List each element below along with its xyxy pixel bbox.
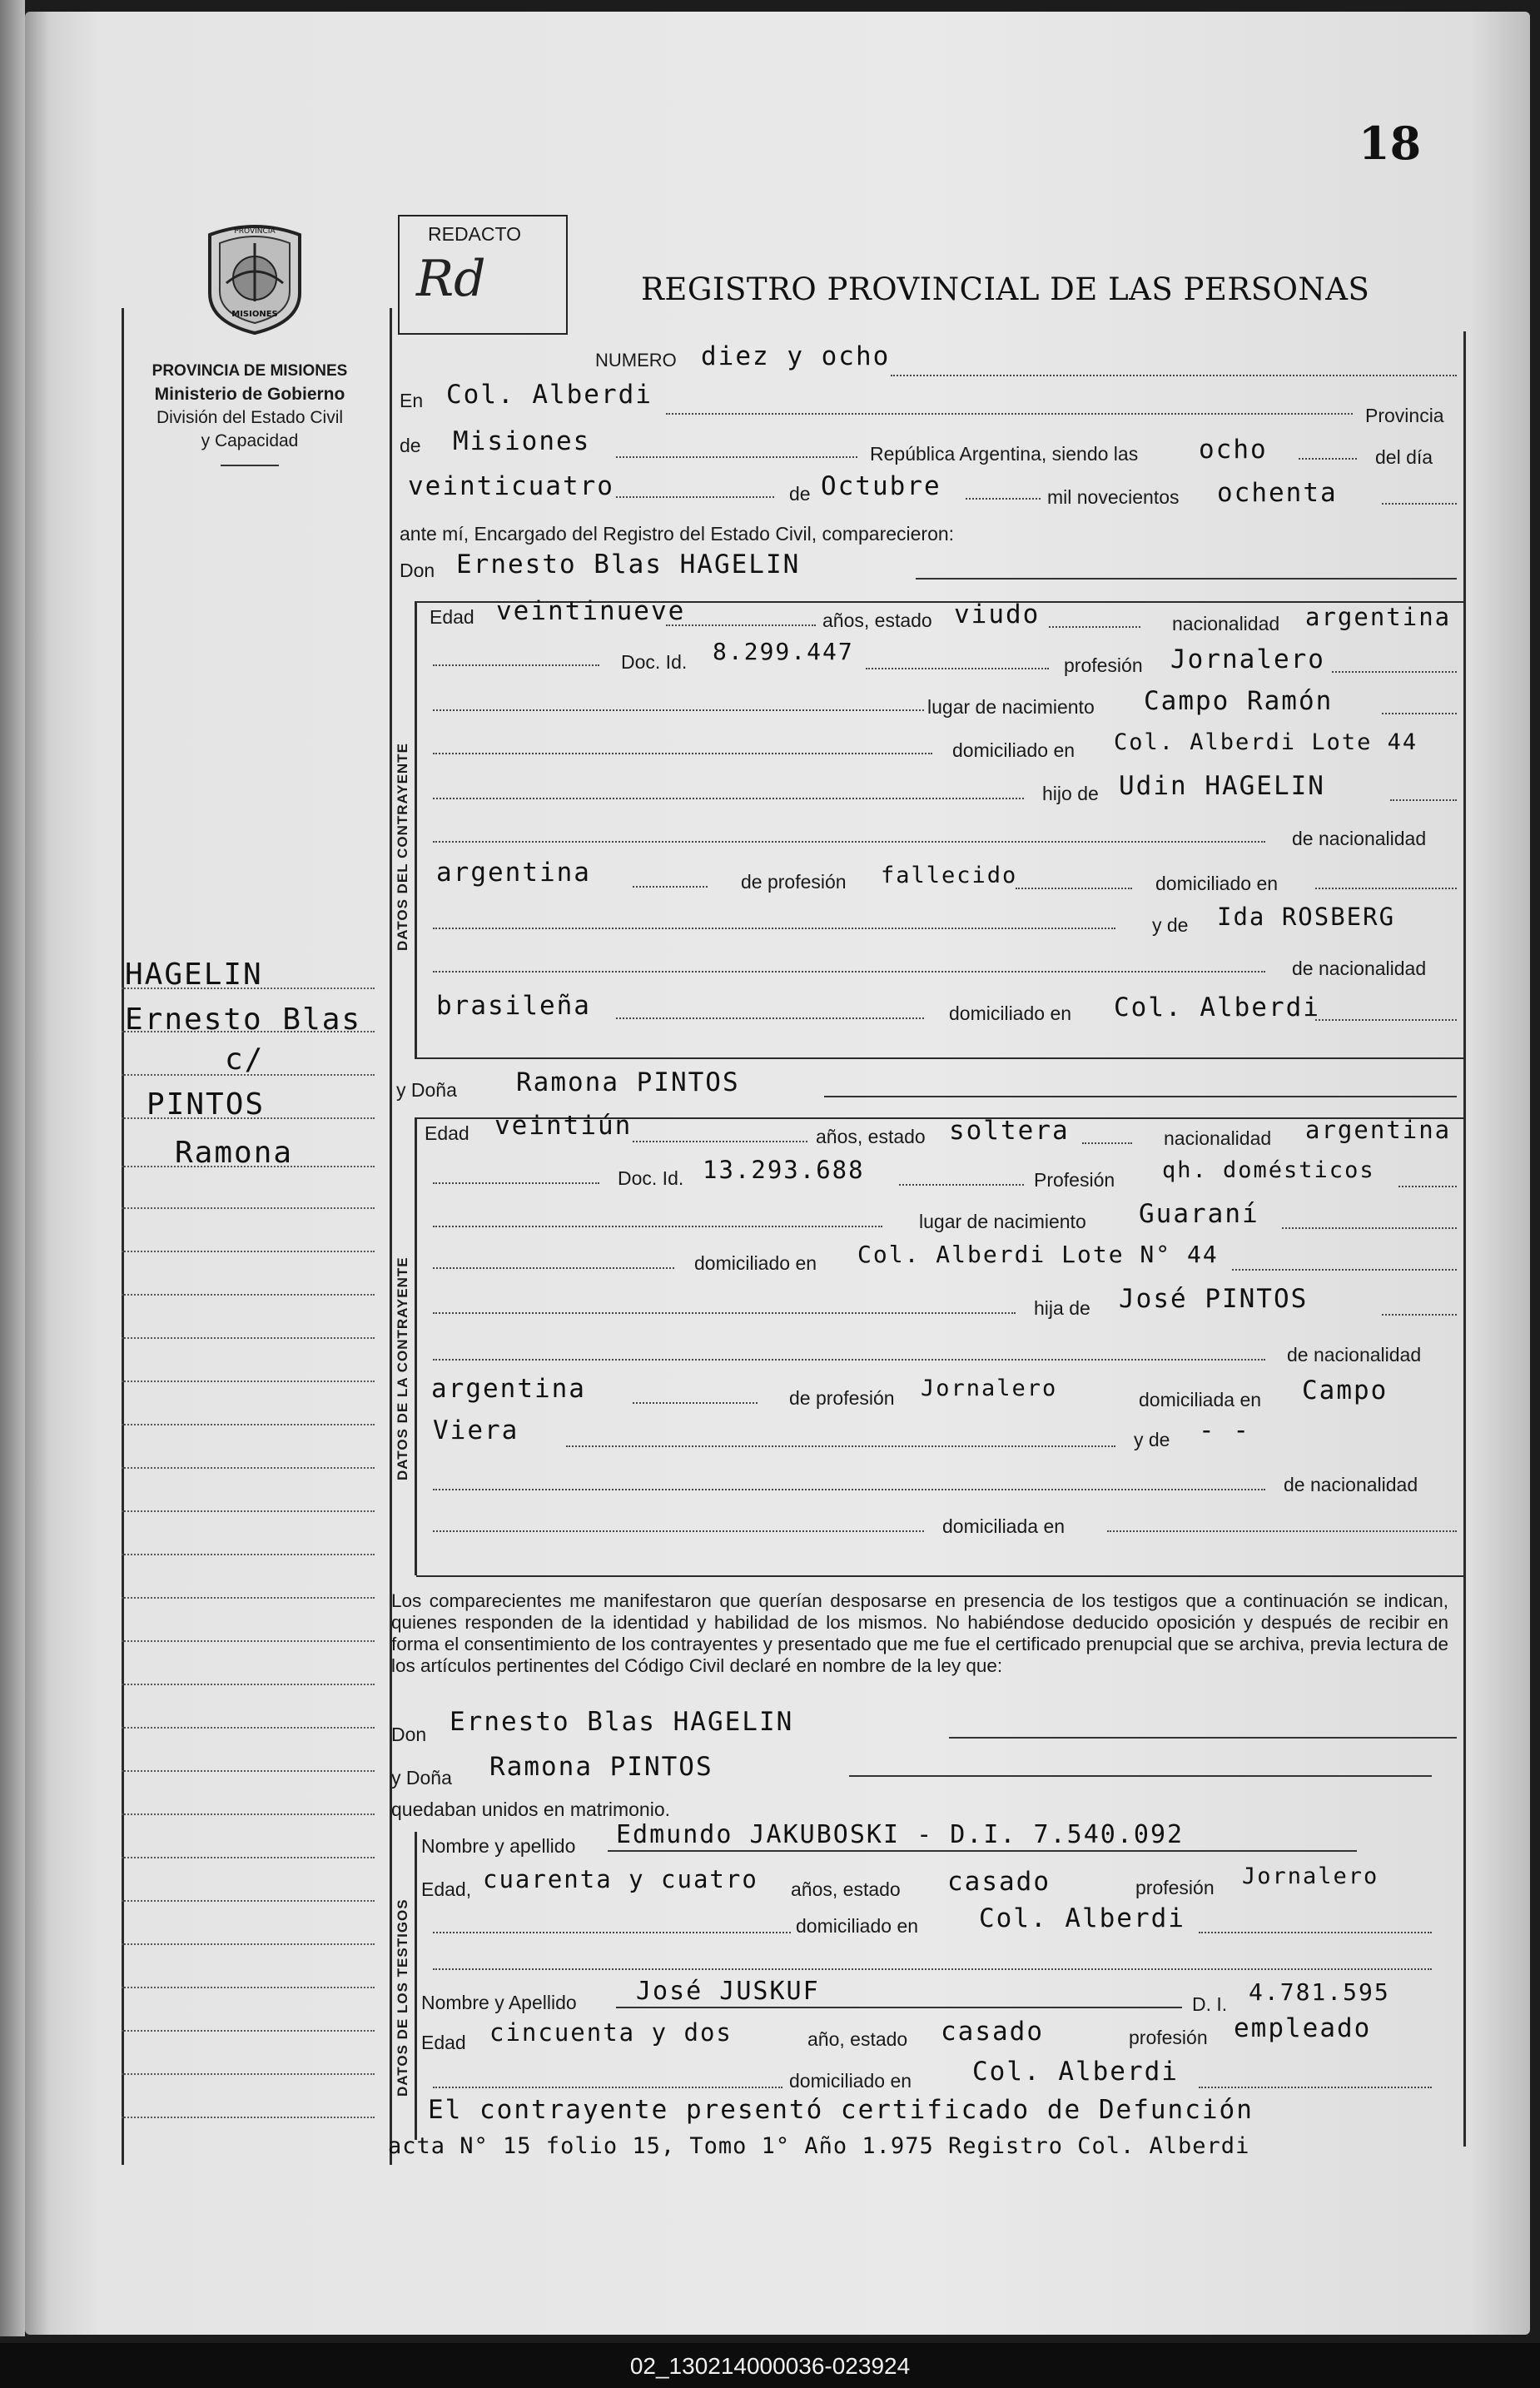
groom-padre-line	[1390, 799, 1457, 801]
bride-padre-value: José PINTOS	[1119, 1284, 1309, 1314]
witness1-prof-value: Jornalero	[1242, 1863, 1379, 1889]
margin-rule-line	[122, 1987, 375, 1988]
bride-doc-prefix-line	[433, 1182, 599, 1184]
province-seal-icon	[201, 218, 308, 335]
bride-dom-label: domiciliado en	[694, 1252, 817, 1274]
bride-prof-label: Profesión	[1034, 1169, 1115, 1191]
groom-padre-dom-label: domiciliado en	[1155, 873, 1279, 894]
republica-label: República Argentina, siendo las	[870, 443, 1139, 465]
witness2-dom-prefix-line	[433, 2087, 782, 2088]
redacto-initials: Rd	[416, 250, 486, 308]
groom-madre-nac-value: brasileña	[436, 991, 591, 1021]
ministry-rule	[221, 465, 279, 466]
anio-line	[1382, 503, 1457, 505]
ministry-line-4: y Capacidad	[201, 431, 299, 450]
groom-lugar-line	[1382, 713, 1457, 714]
dia-line	[616, 496, 774, 498]
groom-padre-value: Udin HAGELIN	[1119, 771, 1325, 801]
bride-padre-prof-value: Jornalero	[921, 1376, 1058, 1401]
groom-madre-dom-line	[1315, 1019, 1457, 1021]
margin-rule-line	[122, 1770, 375, 1772]
don-label: Don	[400, 560, 435, 581]
redacto-label: REDACTO	[428, 223, 522, 245]
union-dona-line	[849, 1775, 1432, 1777]
groom-section-bottom	[416, 1057, 1465, 1059]
groom-madre-value: Ida ROSBERG	[1217, 903, 1396, 931]
groom-lugar-value: Campo Ramón	[1144, 686, 1334, 716]
witness1-prof-label: profesión	[1135, 1877, 1215, 1898]
de-line	[616, 456, 857, 458]
margin-rule-line	[122, 1510, 375, 1512]
witness1-edad-value: cuarenta y cuatro	[483, 1865, 758, 1893]
witness1-extra-line	[433, 1968, 1432, 1970]
groom-doc-prefix-line	[433, 664, 599, 666]
bride-padre-dom2-value: Viera	[433, 1415, 519, 1445]
seal-top-text: PROVINCIA	[234, 227, 276, 236]
bride-madre-nac-prefix-line	[433, 1489, 1265, 1490]
bride-padre-nac-value: argentina	[431, 1374, 586, 1404]
mes-value: Octubre	[821, 471, 941, 501]
margin-rule-line	[122, 2117, 375, 2118]
body-left-border	[390, 308, 392, 2165]
groom-yde-label: y de	[1152, 914, 1189, 936]
margin-rule-line	[122, 1251, 375, 1252]
groom-anios-label: años, estado	[822, 609, 932, 631]
witness2-anio-label: año, estado	[807, 2028, 908, 2050]
witness2-nombre-label: Nombre y Apellido	[421, 1992, 577, 2013]
groom-padre-nac-value: argentina	[436, 858, 591, 888]
groom-madre-nac-label: de nacionalidad	[1292, 958, 1427, 979]
bride-padre-dom-value: Campo	[1302, 1376, 1388, 1405]
bride-madre-nac-label: de nacionalidad	[1284, 1474, 1418, 1495]
bride-yde-prefix-line	[566, 1445, 1115, 1447]
witness1-dom-label: domiciliado en	[796, 1915, 919, 1937]
margin-rule-line	[122, 2030, 375, 2032]
margin-rule-line	[122, 1294, 375, 1296]
witness-section-border	[415, 1832, 417, 2140]
witness2-di-value: 4.781.595	[1249, 1978, 1390, 2006]
body-right-border	[1463, 331, 1466, 2147]
witness-section-label: DATOS DE LOS TESTIGOS	[395, 1898, 410, 2097]
bride-dom-value: Col. Alberdi Lote N° 44	[857, 1241, 1219, 1268]
scan-id-label: 02_130214000036-023924	[629, 2353, 911, 2379]
groom-dom-value: Col. Alberdi Lote 44	[1114, 729, 1418, 755]
witness2-edad-label: Edad	[421, 2032, 466, 2053]
bride-yde-label: y de	[1134, 1429, 1170, 1450]
provincia-label: Provincia	[1365, 405, 1444, 426]
bride-hija-label: hija de	[1034, 1297, 1090, 1319]
groom-edad-value: veintinueve	[496, 596, 686, 626]
witness1-dom-value: Col. Alberdi	[979, 1903, 1185, 1933]
groom-doc-line	[866, 668, 1049, 669]
groom-padre-prof-value: fallecido	[881, 863, 1018, 888]
witness1-nombre-value: Edmundo JAKUBOSKI - D.I. 7.540.092	[616, 1820, 1185, 1849]
groom-madre-dom-label: domiciliado en	[949, 1002, 1072, 1024]
groom-prof-line	[1332, 671, 1457, 673]
bride-padre-dom-label: domiciliada en	[1139, 1389, 1262, 1410]
bride-lugar-prefix-line	[433, 1226, 882, 1227]
witness1-estado-value: casado	[947, 1867, 1051, 1897]
margin-rule-line	[122, 1597, 375, 1599]
seal-bottom-text: MISIONES	[231, 310, 278, 319]
margin-note-given: Ernesto Blas	[125, 1002, 362, 1037]
margin-rule-line	[122, 1381, 375, 1382]
declaration-paragraph: Los comparecientes me manifestaron que querían desposarse en presencia de los testigos que a continuación se indican, quienes responden de la identidad y habilidad de los mismos. No habiéndose deducido oposición y después de recibir en forma el consentimiento de los contrayentes y presentado que me fue el certificado prenupcial que se archiva, previa lectura de los artículos pertinentes del Código Civil declaré en nombre de la ley que:	[391, 1590, 1448, 1676]
mil-label: mil novecientos	[1047, 486, 1180, 508]
margin-note-bride-surname: PINTOS	[147, 1087, 266, 1122]
bride-nac-value: argentina	[1305, 1116, 1452, 1144]
margin-rule-line	[122, 1074, 375, 1076]
register-title: REGISTRO PROVINCIAL DE LAS PERSONAS	[641, 271, 1370, 307]
groom-nac-label: nacionalidad	[1172, 613, 1280, 634]
bride-padre-nac-line	[633, 1402, 758, 1404]
groom-estado-value: viudo	[954, 599, 1041, 629]
margin-rule-line	[122, 1813, 375, 1815]
mes-line	[966, 498, 1041, 500]
union-don-line	[949, 1737, 1457, 1739]
bride-section-border	[415, 1117, 417, 1575]
groom-lugar-prefix-line	[433, 709, 924, 711]
bride-estado-value: soltera	[949, 1116, 1070, 1146]
quedaban-label: quedaban unidos en matrimonio.	[391, 1798, 671, 1820]
margin-rule-line	[122, 1207, 375, 1209]
hora-line	[1299, 458, 1357, 460]
margin-rule-line	[122, 1031, 375, 1032]
ministry-block	[117, 360, 383, 466]
margin-rule-line	[122, 1727, 375, 1729]
bride-hija-prefix-line	[433, 1312, 1016, 1314]
witness2-prof-label: profesión	[1129, 2027, 1208, 2048]
ministry-line-2: Ministerio de Gobierno	[154, 385, 345, 404]
margin-rule-line	[122, 988, 375, 989]
bride-name-line	[824, 1096, 1457, 1097]
margin-rule-line	[122, 1117, 375, 1119]
groom-edad-label: Edad	[430, 606, 474, 628]
bride-dom-line	[1232, 1269, 1457, 1271]
margin-rule-line	[122, 1554, 375, 1555]
bride-madre-dom-line	[1107, 1530, 1457, 1532]
bride-section-bottom	[416, 1575, 1465, 1577]
margin-rule-line	[122, 1424, 375, 1425]
bride-madre-dom-prefix-line	[433, 1530, 924, 1532]
page-number: 18	[1359, 117, 1422, 170]
bride-lugar-value: Guaraní	[1139, 1199, 1259, 1229]
groom-estado-line	[1049, 626, 1140, 628]
bride-prof-value: qh. domésticos	[1162, 1157, 1375, 1183]
witness1-dom-line	[1199, 1932, 1432, 1933]
dia-value: veinticuatro	[408, 471, 614, 501]
del-dia-label: del día	[1375, 446, 1433, 468]
bride-padre-nac-label: de nacionalidad	[1287, 1344, 1422, 1366]
bride-madre-value: - -	[1199, 1415, 1250, 1445]
bride-padre-prof-label: de profesión	[789, 1387, 895, 1409]
de-value: Misiones	[453, 426, 591, 456]
de-label: de	[400, 435, 421, 456]
bride-lugar-line	[1282, 1227, 1457, 1229]
groom-madre-dom-value: Col. Alberdi	[1114, 993, 1320, 1022]
en-line	[666, 413, 1353, 415]
don-line	[916, 578, 1457, 580]
groom-edad-line	[666, 624, 816, 626]
numero-line	[891, 375, 1457, 376]
groom-padre-prof-label: de profesión	[741, 871, 847, 893]
groom-hijo-prefix-line	[433, 798, 1024, 799]
witness2-estado-value: casado	[941, 2017, 1044, 2047]
book-binding	[0, 0, 25, 2336]
margin-rule-line	[122, 1467, 375, 1469]
note-line-1: El contrayente presentó certificado de Defunción	[428, 2095, 1254, 2125]
bride-section-label: DATOS DE LA CONTRAYENTE	[395, 1256, 410, 1480]
groom-section-border	[415, 601, 417, 1059]
witness1-edad-label: Edad,	[421, 1878, 472, 1900]
groom-padre-prof-line	[1016, 888, 1132, 889]
witness2-dom-value: Col. Alberdi	[972, 2057, 1179, 2087]
groom-padre-dom-line	[1315, 888, 1457, 889]
witness2-di-label: D. I.	[1192, 1993, 1228, 2015]
groom-prof-value: Jornalero	[1170, 644, 1325, 674]
bride-doc-line	[899, 1184, 1024, 1186]
bride-padre-line	[1382, 1314, 1457, 1316]
witness2-nombre-value: José JUSKUF	[636, 1977, 820, 2006]
margin-rule-line	[122, 1337, 375, 1339]
union-don-value: Ernesto Blas HAGELIN	[450, 1707, 794, 1737]
margin-rule-line	[122, 2073, 375, 2075]
bride-lugar-label: lugar de nacimiento	[919, 1211, 1086, 1232]
don-value: Ernesto Blas HAGELIN	[456, 550, 801, 580]
bride-anios-label: años, estado	[816, 1126, 926, 1147]
witness2-edad-value: cincuenta y dos	[489, 2018, 733, 2047]
bride-prof-line	[1398, 1186, 1457, 1187]
groom-prof-label: profesión	[1064, 654, 1143, 676]
union-dona-label: y Doña	[391, 1767, 452, 1789]
margin-rule-line	[122, 1857, 375, 1858]
numero-value: diez y ocho	[701, 341, 891, 371]
bride-edad-line	[633, 1141, 807, 1142]
bride-nac-label: nacionalidad	[1164, 1127, 1272, 1149]
ministry-line-3: División del Estado Civil	[156, 408, 344, 427]
witness2-dom-label: domiciliado en	[789, 2070, 912, 2092]
hora-value: ocho	[1199, 435, 1268, 465]
anio-value: ochenta	[1217, 478, 1338, 508]
witness1-nombre-label: Nombre y apellido	[421, 1835, 576, 1857]
margin-rule-line	[122, 1943, 375, 1945]
groom-lugar-label: lugar de nacimiento	[927, 696, 1095, 718]
groom-dom-label: domiciliado en	[952, 739, 1076, 761]
groom-yde-prefix-line	[433, 928, 1115, 929]
witness2-nombre-line	[616, 2007, 1182, 2008]
bride-edad-label: Edad	[425, 1122, 469, 1144]
witness1-nombre-line	[608, 1850, 1357, 1852]
margin-rule-line	[122, 1684, 375, 1685]
margin-note-bride-given: Ramona	[175, 1136, 294, 1170]
groom-hijo-label: hijo de	[1042, 783, 1099, 804]
groom-madre-nac-prefix-line	[433, 971, 1265, 973]
groom-doc-label: Doc. Id.	[621, 651, 688, 673]
y-dona-label: y Doña	[396, 1079, 457, 1101]
note-line-2: acta N° 15 folio 15, Tomo 1° Año 1.975 Registro Col. Alberdi	[388, 2133, 1250, 2159]
witness2-prof-value: empleado	[1234, 2013, 1372, 2043]
groom-section-label: DATOS DEL CONTRAYENTE	[395, 743, 410, 951]
numero-label: NUMERO	[595, 350, 677, 371]
bride-padre-nac-prefix-line	[433, 1359, 1265, 1361]
margin-note-connector: c/	[225, 1042, 265, 1077]
witness2-dom-line	[1199, 2087, 1432, 2088]
bride-doc-value: 13.293.688	[703, 1156, 865, 1184]
groom-dom-prefix-line	[433, 753, 932, 754]
en-label: En	[400, 390, 424, 411]
groom-nac-value: argentina	[1305, 603, 1452, 631]
margin-rule-line	[122, 1900, 375, 1902]
margin-border	[122, 308, 124, 2165]
ante-label: ante mí, Encargado del Registro del Estado Civil, comparecieron:	[400, 523, 955, 545]
en-value: Col. Alberdi	[446, 380, 653, 410]
groom-padre-nac-prefix-line	[433, 841, 1265, 843]
groom-padre-nac-label: de nacionalidad	[1292, 828, 1427, 849]
bride-name-value: Ramona PINTOS	[516, 1067, 740, 1097]
groom-padre-nac-line	[633, 886, 708, 888]
union-don-label: Don	[391, 1724, 427, 1745]
ministry-line-1: PROVINCIA DE MISIONES	[152, 362, 348, 380]
bride-dom-prefix-line	[433, 1267, 674, 1269]
witness1-dom-prefix-line	[433, 1932, 791, 1933]
witness1-anios-label: años, estado	[791, 1878, 901, 1900]
margin-note-surname: HAGELIN	[125, 958, 263, 992]
de-mes-label: de	[789, 483, 811, 505]
groom-doc-value: 8.299.447	[713, 638, 854, 665]
bride-madre-dom-label: domiciliada en	[942, 1515, 1066, 1537]
bride-estado-line	[1082, 1142, 1132, 1144]
groom-madre-nac-line	[616, 1017, 924, 1019]
margin-rule-line	[122, 1166, 375, 1167]
margin-rule-line	[122, 1640, 375, 1642]
union-dona-value: Ramona PINTOS	[489, 1752, 713, 1782]
bride-doc-label: Doc. Id.	[618, 1167, 684, 1189]
bride-edad-value: veintiún	[494, 1111, 633, 1141]
